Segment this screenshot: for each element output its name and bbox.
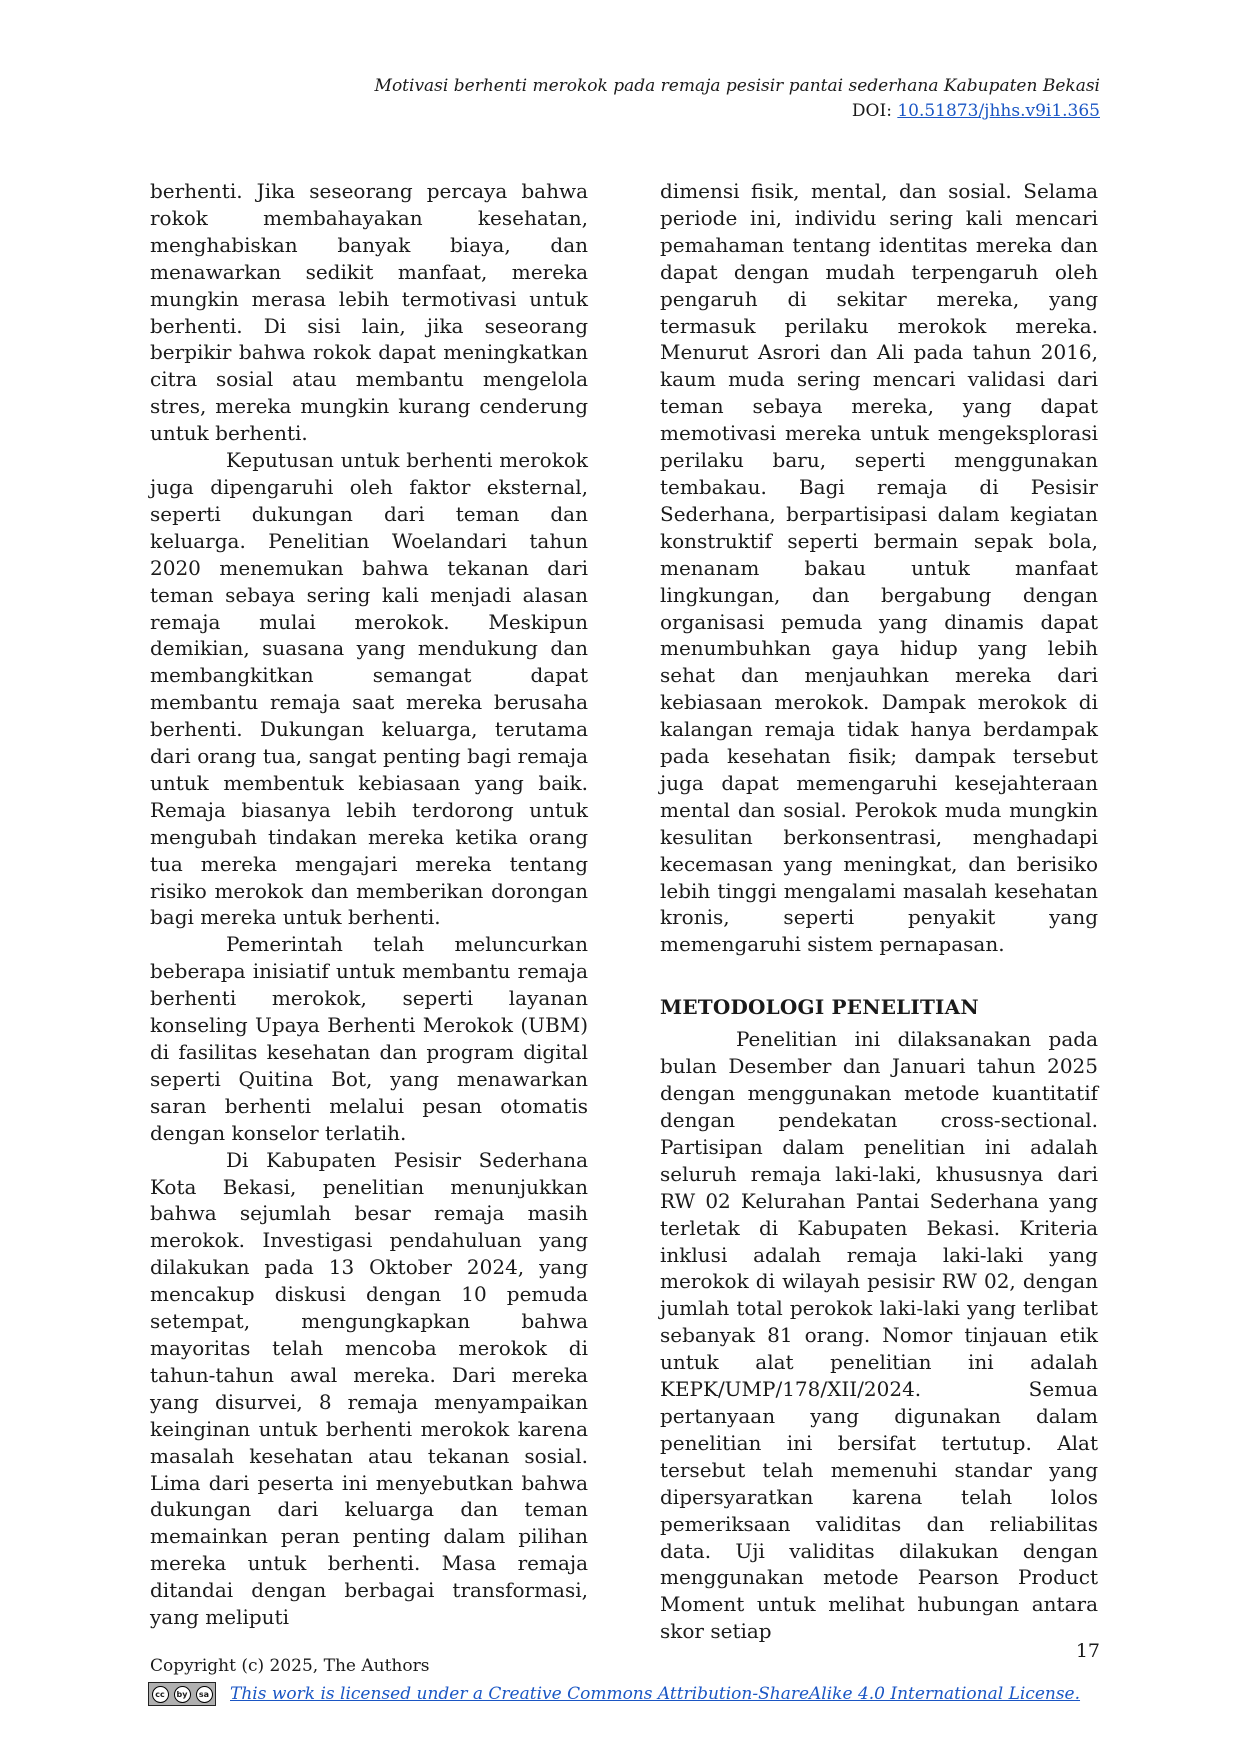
paragraph: Keputusan untuk berhenti merokok juga dipengaruhi oleh faktor eksternal, seperti dukungan dari teman dan keluarga. Penelitian Woelandari tahun 2020 menemukan bahwa tekanan dari teman sebaya sering kali menjadi alasan remaja mulai merokok. Meskipun demikian, suasana yang mendukung dan membangkitkan semangat dapat membantu remaja saat mereka berusaha berhenti. Dukungan keluarga, terutama dari orang tua, sangat penting bagi remaja untuk membentuk kebiasaan yang baik. Remaja biasanya lebih terdorong untuk mengubah tindakan mereka ketika orang tua mereka mengajari mereka tentang risiko merokok dan memberikan dorongan bagi mereka untuk berhenti. — [150, 448, 588, 930]
cc-license-badge-icon[interactable] — [148, 1682, 216, 1706]
paragraph: berhenti. Jika seseorang percaya bahwa rokok membahayakan kesehatan, menghabiskan banyak biaya, dan menawarkan sedikit manfaat, mereka mungkin merasa lebih termotivasi untuk berhenti. Di sisi lain, jika seseorang berpikir bahwa rokok dapat meningkatkan citra sosial atau membantu mengelola stres, mereka mungkin kurang cenderung untuk berhenti. — [150, 179, 588, 446]
license-link[interactable]: This work is licensed under a Creative Commons Attribution-ShareAlike 4.0 International License. — [230, 1684, 1081, 1704]
section-heading: METODOLOGI PENELITIAN — [660, 995, 979, 1020]
doi-label: DOI: — [851, 101, 892, 121]
paragraph: dimensi fisik, mental, dan sosial. Selama periode ini, individu sering kali mencari pemahaman tentang identitas mereka dan dapat dengan mudah terpengaruh oleh pengaruh di sekitar mereka, yang termasuk perilaku merokok mereka. Menurut Asrori dan Ali pada tahun 2016, kaum muda sering mencari validasi dari teman sebaya mereka, yang dapat memotivasi mereka untuk mengeksplorasi perilaku baru, seperti menggunakan tembakau. Bagi remaja di Pesisir Sederhana, berpartisipasi dalam kegiatan konstruktif seperti bermain sepak bola, menanam bakau untuk manfaat lingkungan, dan bergabung dengan organisasi pemuda yang dinamis dapat menumbuhkan gaya hidup yang lebih sehat dan menjauhkan mereka dari kebiasaan merokok. Dampak merokok di kalangan remaja tidak hanya berdampak pada kesehatan fisik; dampak tersebut juga dapat memengaruhi kesejahteraan mental dan sosial. Perokok muda mungkin kesulitan berkonsentrasi, menghadapi kecemasan yang meningkat, dan berisiko lebih tinggi mengalami masalah kesehatan kronis, seperti penyakit yang memengaruhi sistem pernapasan. — [660, 179, 1098, 957]
by-icon: by — [174, 1686, 191, 1703]
right-column — [660, 178, 1098, 1645]
sa-icon: sa — [196, 1686, 213, 1703]
paragraph: Penelitian ini dilaksanakan pada bulan Desember dan Januari tahun 2025 dengan menggunakan metode kuantitatif dengan pendekatan cross-sectional. Partisipan dalam penelitian ini adalah seluruh remaja laki-laki, khususnya dari RW 02 Kelurahan Pantai Sederhana yang terletak di Kabupaten Bekasi. Kriteria inklusi adalah remaja laki-laki yang merokok di wilayah pesisir RW 02, dengan jumlah total perokok laki-laki yang terlibat sebanyak 81 orang. Nomor tinjauan etik untuk alat penelitian ini adalah KEPK/UMP/178/XII/2024. Semua pertanyaan yang digunakan dalam penelitian ini bersifat tertutup. Alat tersebut telah memenuhi standar yang dipersyaratkan karena telah lolos pemeriksaan validitas dan reliabilitas data. Uji validitas dilakukan dengan menggunakan metode Pearson Product Moment untuk melihat hubungan antara skor setiap — [660, 1027, 1098, 1644]
running-header — [375, 74, 1100, 124]
doi-link[interactable]: 10.51873/jhhs.v9i1.365 — [897, 101, 1100, 121]
page-number: 17 — [1075, 1640, 1100, 1662]
paragraph: Di Kabupaten Pesisir Sederhana Kota Bekasi, penelitian menunjukkan bahwa sejumlah besar remaja masih merokok. Investigasi pendahuluan yang dilakukan pada 13 Oktober 2024, yang mencakup diskusi dengan 10 pemuda setempat, mengungkapkan bahwa mayoritas telah mencoba merokok di tahun-tahun awal mereka. Dari mereka yang disurvei, 8 remaja menyampaikan keinginan untuk berhenti merokok karena masalah kesehatan atau tekanan sosial. Lima dari peserta ini menyebutkan bahwa dukungan dari keluarga dan teman memainkan peran penting dalam pilihan mereka untuk berhenti. Masa remaja ditandai dengan berbagai transformasi, yang meliputi — [150, 1147, 588, 1630]
left-column — [150, 178, 588, 1631]
copyright-notice: Copyright (c) 2025, The Authors — [150, 1656, 430, 1676]
doi-line — [375, 99, 1100, 124]
paragraph: Pemerintah telah meluncurkan beberapa inisiatif untuk membantu remaja berhenti merokok, seperti layanan konseling Upaya Berhenti Merokok (UBM) di fasilitas kesehatan dan program digital seperti Quitina Bot, yang menawarkan saran berhenti melalui pesan otomatis dengan konselor terlatih. — [150, 932, 588, 1145]
running-title: Motivasi berhenti merokok pada remaja pesisir pantai sederhana Kabupaten Bekasi — [374, 76, 1100, 96]
license-line — [148, 1682, 1080, 1706]
cc-icon: cc — [152, 1686, 169, 1703]
